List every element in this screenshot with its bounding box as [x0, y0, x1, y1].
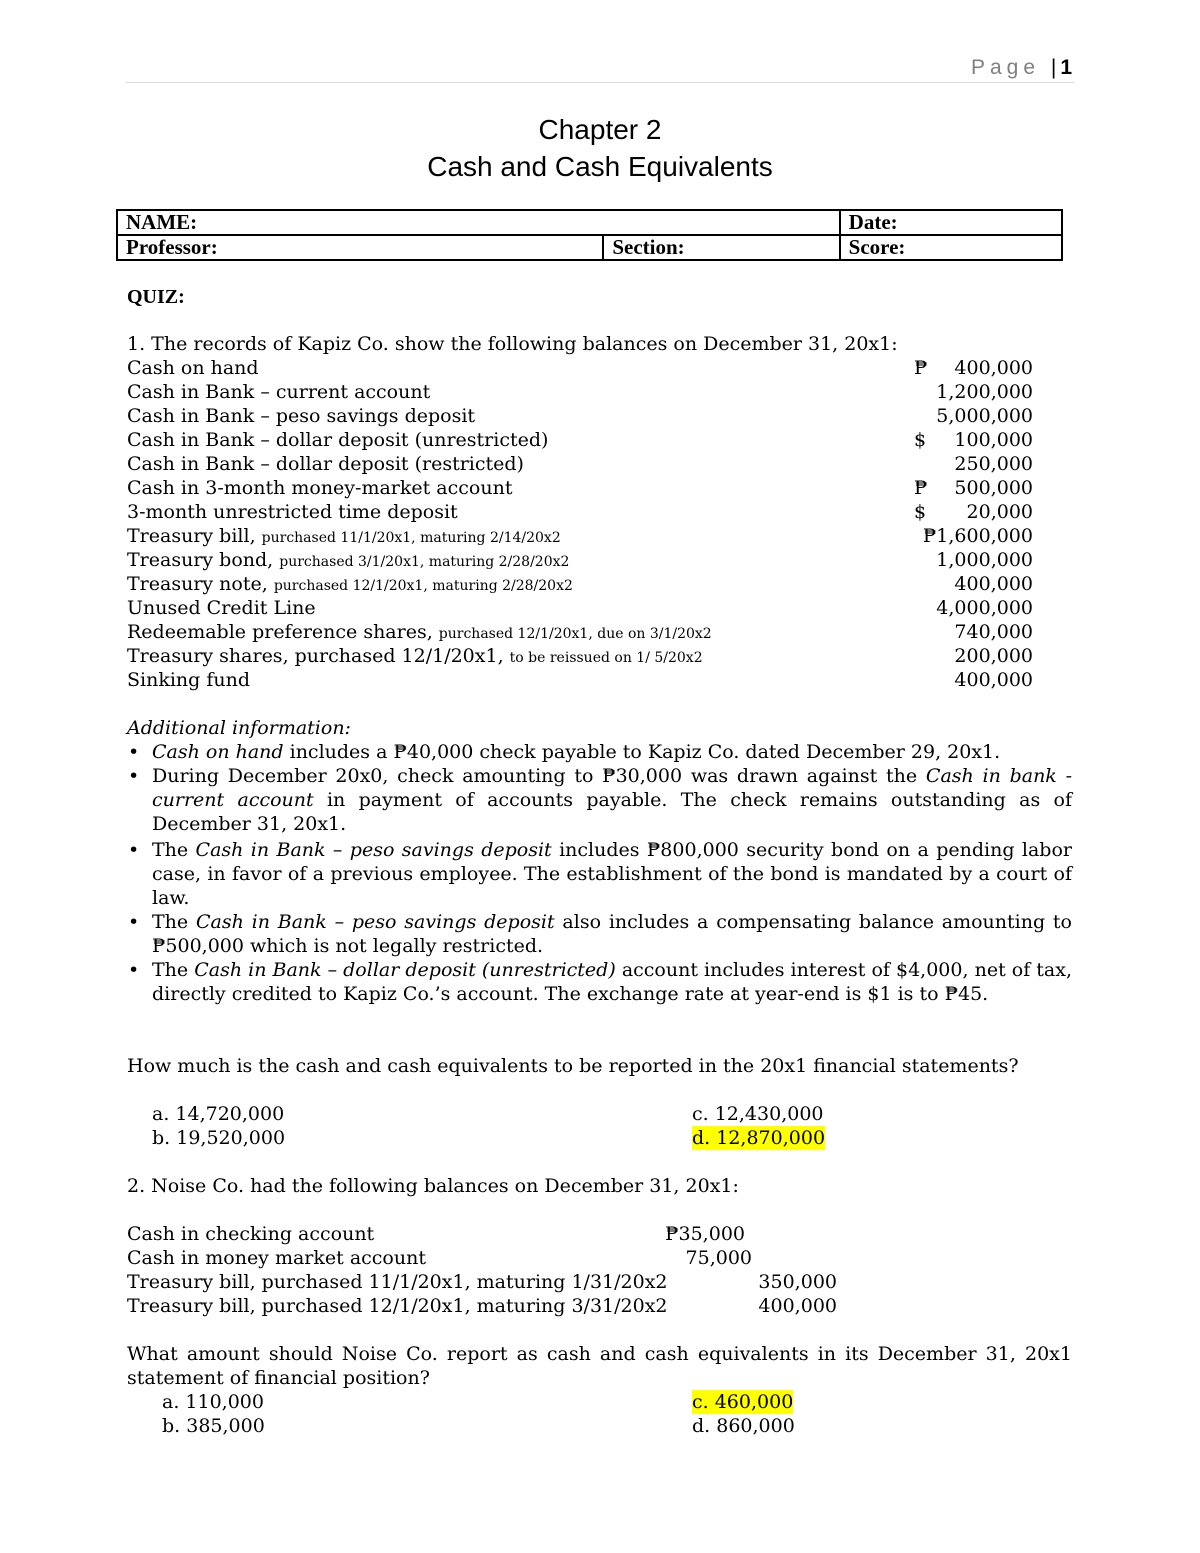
info-text: also includes a compensating balance amounting to ₱500,000 which is not legally restricted. — [152, 911, 1072, 957]
q1-item-amount: 740,000 — [954, 621, 1033, 643]
q1-item-label — [127, 524, 561, 550]
q2-item-amount: ₱35,000 — [665, 1223, 745, 1245]
q1-item-label — [127, 404, 475, 428]
account-name-emphasis: Cash on hand — [152, 741, 284, 763]
q1-choice-d-highlighted[interactable]: d. 12,870,000 — [692, 1127, 826, 1149]
q2-stem: 2. Noise Co. had the following balances on December 31, 20x1: — [127, 1175, 739, 1197]
q2-choice-a[interactable]: a. 110,000 — [162, 1391, 264, 1413]
bullet-icon: • — [128, 911, 140, 933]
q1-item-label — [127, 380, 430, 404]
q1-item-label-text: Cash in Bank – current account — [127, 381, 431, 403]
q1-item-label-text: Cash in Bank – dollar deposit (restricted) — [127, 453, 524, 475]
q2-item-label: Treasury bill, purchased 12/1/20x1, maturing 3/31/20x2 — [127, 1295, 668, 1317]
q1-item-label-text: Cash on hand — [127, 357, 259, 379]
q1-question: How much is the cash and cash equivalents to be reported in the 20x1 financial statements? — [127, 1055, 1019, 1077]
q1-item-label — [127, 644, 703, 670]
q1-item-note: purchased 12/1/20x1, maturing 2/28/20x2 — [273, 578, 573, 594]
q1-choice-a[interactable]: a. 14,720,000 — [152, 1103, 285, 1125]
bullet-icon: • — [128, 741, 140, 763]
q1-item-amount: 400,000 — [954, 357, 1033, 379]
page-header — [126, 52, 1074, 83]
q1-item-note: purchased 3/1/20x1, maturing 2/28/20x2 — [279, 554, 570, 570]
account-name-emphasis: Cash in Bank – peso savings deposit — [195, 839, 552, 861]
page-word: Page — [970, 56, 1040, 79]
q1-item-amount: 400,000 — [954, 573, 1033, 595]
info-text: includes a ₱40,000 check payable to Kapiz Co. dated December 29, 20x1. — [283, 741, 1001, 763]
date-cell: Date: — [840, 210, 1062, 235]
additional-info-item — [152, 838, 1072, 910]
q1-item-label — [127, 452, 524, 476]
info-text: includes ₱800,000 security bond on a pending labor case, in favor of a previous employee. The establishment of the bond is mandated by a court of law. — [152, 839, 1072, 909]
q1-choice-b[interactable]: b. 19,520,000 — [152, 1127, 286, 1149]
q2-choice-c-highlighted[interactable]: c. 460,000 — [692, 1391, 794, 1413]
q1-item-amount: 200,000 — [954, 645, 1033, 667]
account-name-emphasis: Cash in Bank – peso savings deposit — [195, 911, 555, 933]
q1-item-note: to be reissued on 1/ 5/20x2 — [509, 650, 703, 666]
q2-item-amount: 400,000 — [758, 1295, 837, 1317]
q1-choice-c[interactable]: c. 12,430,000 — [692, 1103, 824, 1125]
q1-item-amount: 500,000 — [954, 477, 1033, 499]
q1-item-amount: 400,000 — [954, 669, 1033, 691]
q1-item-label — [127, 476, 512, 500]
name-cell: NAME: — [117, 210, 840, 235]
q1-item-amount: 20,000 — [966, 501, 1033, 523]
quiz-label: QUIZ: — [127, 286, 185, 308]
info-text: The — [152, 911, 196, 933]
page-num: 1 — [1060, 56, 1072, 79]
bullet-icon: • — [128, 839, 140, 861]
q2-item-label: Cash in checking account — [127, 1223, 375, 1245]
q1-item-currency: ₱ — [914, 357, 928, 379]
q1-item-label — [127, 668, 250, 692]
q2-item-label: Cash in money market account — [127, 1247, 426, 1269]
q2-question: What amount should Noise Co. report as cash and cash equivalents in its December 31, 20x1 statement of financial position? — [127, 1343, 1072, 1389]
q1-item-label-text: Redeemable preference shares, — [127, 621, 439, 643]
q1-item-amount: 5,000,000 — [936, 405, 1033, 427]
chapter-subtitle: Cash and Cash Equivalents — [427, 151, 773, 182]
q1-item-label-text: Cash in 3-month money-market account — [127, 477, 513, 499]
q1-item-label-text: Cash in Bank – peso savings deposit — [127, 405, 476, 427]
q1-item-label — [127, 428, 548, 452]
q1-item-label-text: Unused Credit Line — [127, 597, 316, 619]
q1-item-label-text: Treasury bill, — [127, 525, 262, 547]
q1-item-label-text: 3-month unrestricted time deposit — [127, 501, 458, 523]
q1-item-note: purchased 11/1/20x1, maturing 2/14/20x2 — [261, 530, 561, 546]
q1-item-label-text: Treasury note, — [127, 573, 274, 595]
additional-info-item — [152, 740, 1072, 764]
q2-item-amount: 75,000 — [685, 1247, 752, 1269]
account-name-emphasis: Cash in Bank – dollar deposit (unrestricted) — [194, 959, 616, 981]
q1-item-currency: $ — [914, 501, 927, 523]
q1-item-currency: ₱ — [914, 477, 928, 499]
bullet-icon: • — [128, 765, 140, 787]
info-text: During December 20x0, check amounting to ₱30,000 was drawn against the — [152, 765, 926, 787]
q2-choice-b[interactable]: b. 385,000 — [162, 1415, 265, 1437]
student-info-table — [116, 209, 1063, 261]
q1-item-label — [127, 356, 259, 380]
q1-item-amount: 1,000,000 — [936, 549, 1033, 571]
q1-item-amount: 100,000 — [954, 429, 1033, 451]
q1-stem: 1. The records of Kapiz Co. show the following balances on December 31, 20x1: — [127, 333, 898, 355]
additional-info-item — [152, 958, 1072, 1006]
q1-item-label — [127, 596, 316, 620]
score-cell: Score: — [840, 235, 1062, 260]
info-text: The — [152, 959, 195, 981]
page-separator: | — [1050, 56, 1057, 79]
q1-item-amount: 250,000 — [954, 453, 1033, 475]
info-text: in payment of accounts payable. The check remains outstanding as of December 31, 20x1. — [152, 789, 1072, 835]
additional-info-heading: Additional information: — [127, 717, 351, 739]
q1-item-note: purchased 12/1/20x1, due on 3/1/20x2 — [438, 626, 712, 642]
q1-item-label-text: Treasury shares, purchased 12/1/20x1, — [127, 645, 510, 667]
q2-choice-d[interactable]: d. 860,000 — [692, 1415, 795, 1437]
section-cell: Section: — [603, 235, 839, 260]
info-text: The — [152, 839, 196, 861]
professor-cell: Professor: — [117, 235, 603, 260]
q1-item-label-text: Treasury bond, — [127, 549, 280, 571]
q1-item-amount: 4,000,000 — [936, 597, 1033, 619]
q2-item-amount: 350,000 — [758, 1271, 837, 1293]
q1-item-label — [127, 548, 569, 574]
info-text: account includes interest of $4,000, net of tax, directly credited to Kapiz Co.’s account. The exchange rate at year-end is $1 is to ₱45. — [152, 959, 1073, 1005]
additional-info-item — [152, 764, 1072, 836]
q1-item-label — [127, 620, 712, 646]
q1-item-label-text: Sinking fund — [127, 669, 251, 691]
additional-info-item — [152, 910, 1072, 958]
q1-item-currency: $ — [914, 429, 927, 451]
q1-item-label-text: Cash in Bank – dollar deposit (unrestricted) — [127, 429, 549, 451]
q1-item-amount: ₱1,600,000 — [922, 525, 1033, 547]
page-number — [971, 56, 1072, 80]
chapter-title: Chapter 2 — [538, 114, 662, 145]
account-name-emphasis: Cash in bank - current account — [152, 765, 1073, 811]
q1-item-label — [127, 572, 573, 598]
q1-item-amount: 1,200,000 — [936, 381, 1033, 403]
bullet-icon: • — [128, 959, 140, 981]
q2-item-label: Treasury bill, purchased 11/1/20x1, maturing 1/31/20x2 — [127, 1271, 668, 1293]
q1-item-label — [127, 500, 458, 524]
